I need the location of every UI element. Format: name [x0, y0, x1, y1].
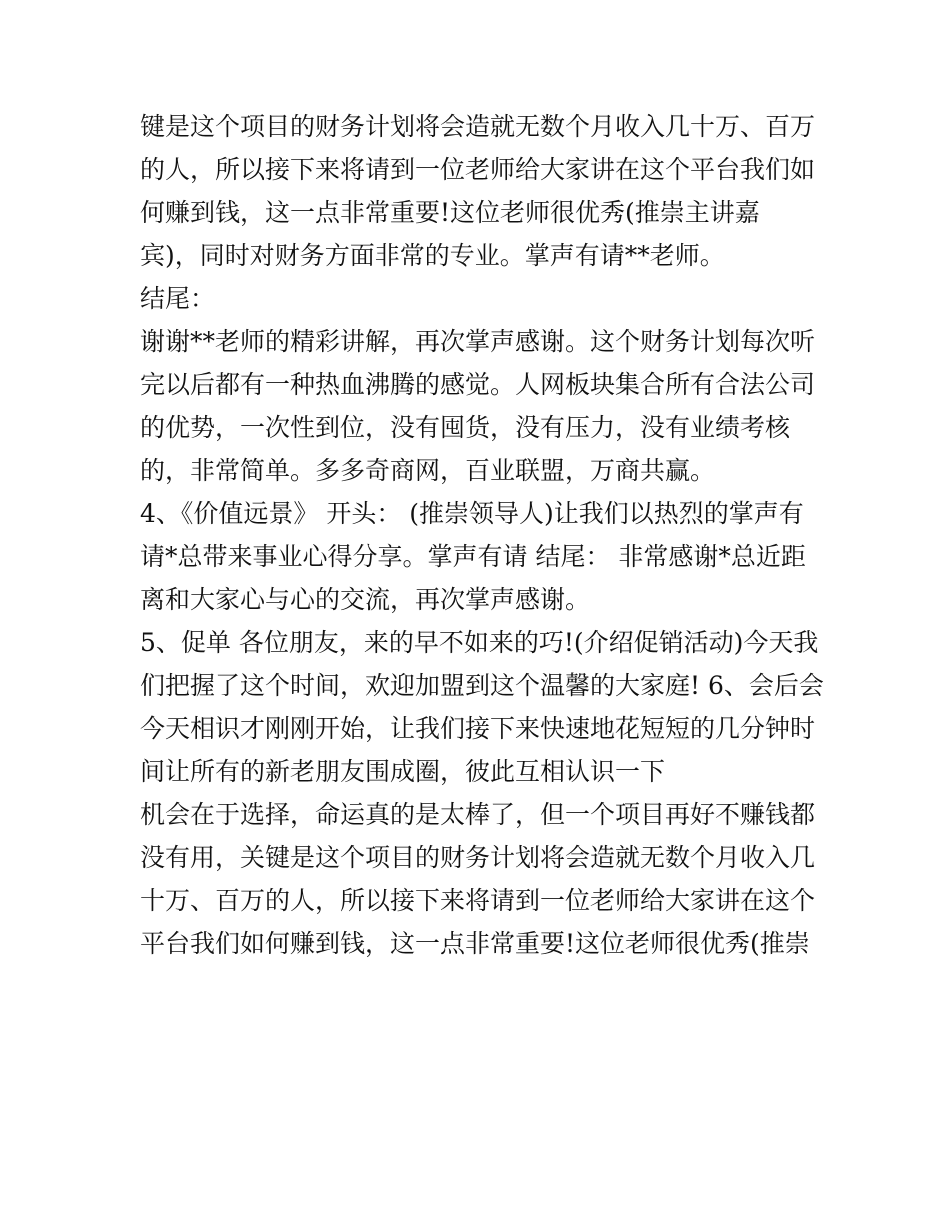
text-line: 十万、百万的人，所以接下来将请到一位老师给大家讲在这个 — [140, 886, 816, 915]
text-line: 宾)，同时对财务方面非常的专业。掌声有请**老师。 — [140, 241, 725, 270]
text-line: 完以后都有一种热血沸腾的感觉。人网板块集合所有合法公司 — [140, 370, 816, 399]
text-line: 请*总带来事业心得分享。掌声有请 结尾： 非常感谢*总近距 — [140, 542, 806, 571]
text-line: 平台我们如何赚到钱，这一点非常重要!这位老师很优秀(推崇 — [140, 929, 810, 958]
text-line: 今天相识才刚刚开始，让我们接下来快速地花短短的几分钟时 — [140, 714, 816, 743]
text-line: 谢谢**老师的精彩讲解，再次掌声感谢。这个财务计划每次听 — [140, 327, 816, 356]
section-4-value-vision: 4、《价值远景》 开头： (推崇领导人)让我们以热烈的掌声有 — [140, 499, 804, 528]
section-heading-ending: 结尾： — [140, 284, 216, 313]
text-line: 的优势，一次性到位，没有囤货，没有压力，没有业绩考核 — [140, 413, 791, 442]
text-line: 们把握了这个时间，欢迎加盟到这个温馨的大家庭! 6、会后会 — [140, 671, 824, 700]
text-line: 键是这个项目的财务计划将会造就无数个月收入几十万、百万 — [140, 112, 816, 141]
text-line: 的，非常简单。多多奇商网，百业联盟，万商共赢。 — [140, 456, 716, 485]
text-line: 间让所有的新老朋友围成圈，彼此互相认识一下 — [140, 757, 666, 786]
section-5-promotion: 5、促单 各位朋友，来的早不如来的巧!(介绍促销活动)今天我 — [140, 628, 819, 657]
text-line: 的人，所以接下来将请到一位老师给大家讲在这个平台我们如 — [140, 155, 816, 184]
text-line: 机会在于选择，命运真的是太棒了，但一个项目再好不赚钱都 — [140, 800, 816, 829]
text-line: 何赚到钱，这一点非常重要!这位老师很优秀(推崇主讲嘉 — [140, 198, 760, 227]
text-line: 没有用，关键是这个项目的财务计划将会造就无数个月收入几 — [140, 843, 816, 872]
text-line: 离和大家心与心的交流，再次掌声感谢。 — [140, 585, 591, 614]
document-body — [140, 105, 830, 965]
